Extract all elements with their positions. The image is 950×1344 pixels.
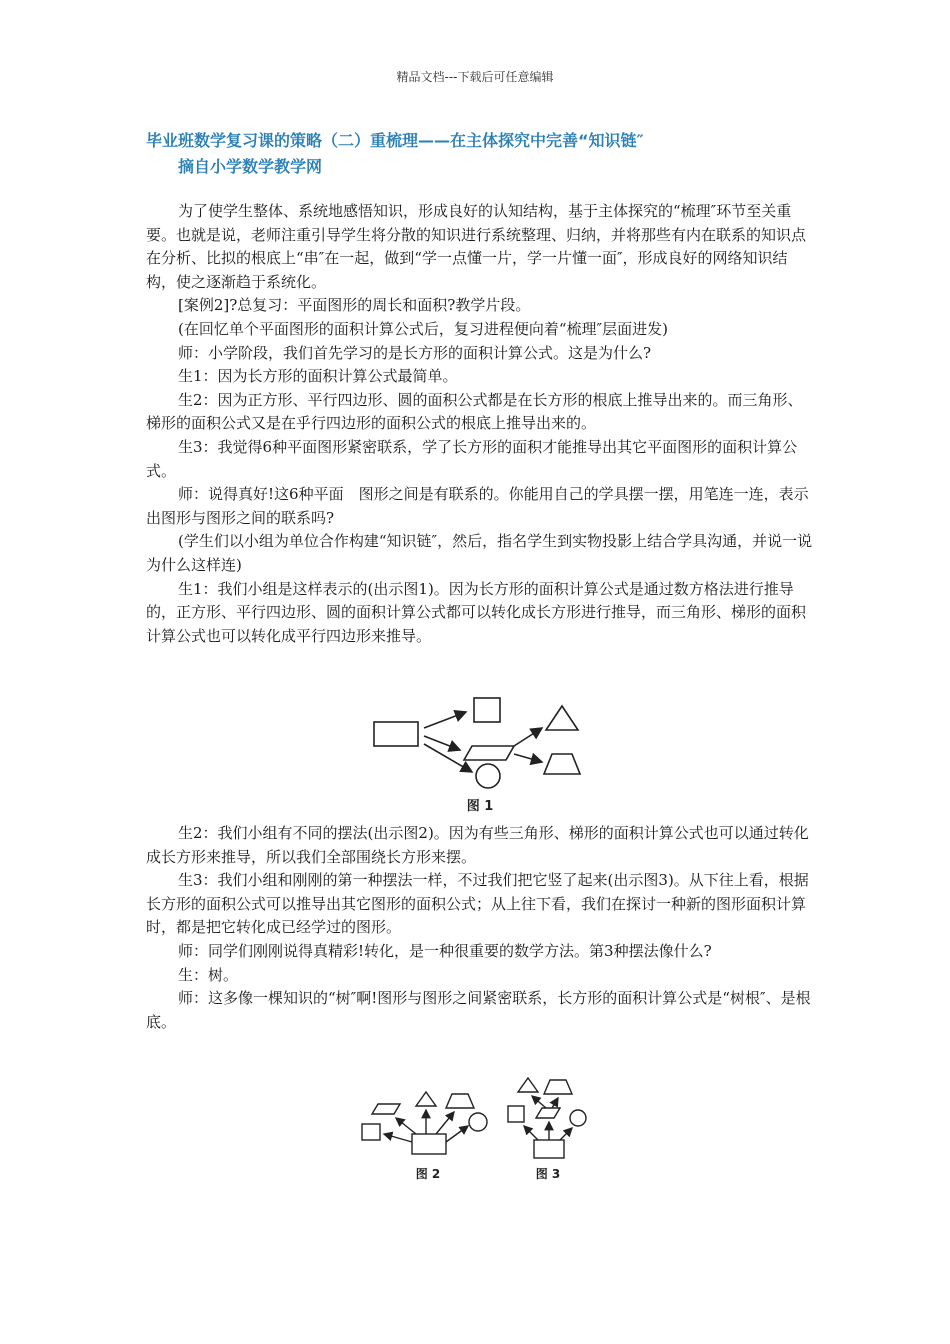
figure-3 <box>500 1070 600 1186</box>
paragraph: 生2：因为正方形、平行四边形、圆的面积公式都是在长方形的根底上推导出来的。而三角形、梯形的面积公式又是在乎行四边形的面积公式的根底上推导出来的。 <box>146 390 803 433</box>
parallelogram-shape <box>372 1104 400 1114</box>
article-body-part-a <box>146 200 814 648</box>
parallelogram-shape <box>536 1108 560 1118</box>
paragraph: 师：同学们刚刚说得真精彩!转化，是一种很重要的数学方法。第3种摆法像什么? <box>178 941 712 960</box>
figure-1-label: 图 1 <box>466 799 494 814</box>
triangle-shape <box>546 706 578 730</box>
paragraph: 生2：我们小组有不同的摆法(出示图2)。因为有些三角形、梯形的面积计算公式也可以通过转化成长方形来推导，所以我们全部围绕长方形来摆。 <box>146 824 809 866</box>
circle-shape <box>469 1113 487 1131</box>
paragraph: 师：这多像一棵知识的“树″啊!图形与图形之间紧密联系，长方形的面积计算公式是“树根″、是根底。 <box>146 989 811 1031</box>
trapezoid-shape <box>446 1094 474 1108</box>
paragraph: (在回忆单个平面图形的面积计算公式后，复习进程便向着“梳理″层面进发) <box>178 319 668 338</box>
paragraph: 生1：因为长方形的面积计算公式最简单。 <box>178 367 458 386</box>
article-title-block <box>146 128 866 180</box>
paragraph: 生：树。 <box>178 965 239 984</box>
article-subtitle: 摘自小学数学教学网 <box>178 157 323 176</box>
paragraph: 师：说得真好!这6种平面 图形之间是有联系的。你能用自己的学具摆一摆，用笔连一连，表示出图形与图形之间的联系吗? <box>146 485 809 527</box>
square-shape <box>362 1124 380 1140</box>
triangle-shape <box>416 1092 436 1106</box>
paragraph: [案例2]?总复习：平面图形的周长和面积?教学片段。 <box>178 296 531 315</box>
circle-shape <box>476 764 500 788</box>
rectangle-shape <box>534 1140 564 1158</box>
figure-2 <box>356 1080 496 1186</box>
paragraph: (学生们以小组为单位合作构建“知识链″，然后，指名学生到实物投影上结合学具沟通，并说一说为什么这样连) <box>146 532 813 574</box>
trapezoid-shape <box>544 1080 572 1094</box>
paragraph: 生3：我们小组和刚刚的第一种摆法一样，不过我们把它竖了起来(出示图3)。从下往上看，根据长方形的面积公式可以推导出其它图形的面积公式；从上往下看，我们在探讨一种新的图形面积计算时，都是把它转化成已经学过的图形。 <box>146 871 809 937</box>
figure-1 <box>362 690 598 818</box>
paragraph: 生1：我们小组是这样表示的(出示图1)。因为长方形的面积计算公式是通过数方格法进行推导的，正方形、平行四边形、圆的面积计算公式都可以转化成长方形进行推导，而三角形、梯形的面积计算公式也可以转化成平行四边形来推导。 <box>146 579 807 645</box>
square-shape <box>508 1106 524 1122</box>
square-shape <box>474 698 500 722</box>
trapezoid-shape <box>544 754 580 774</box>
article-body-part-b <box>146 822 814 1034</box>
rectangle-shape <box>374 722 418 746</box>
paragraph: 为了使学生整体、系统地感悟知识，形成良好的认知结构，基于主体探究的“梳理″环节至关重要。也就是说，老师注重引导学生将分散的知识进行系统整理、归纳，并将那些有内在联系的知识点在分析、比拟的根底上“串″在一起，做到“学一点懂一片，学一片懂一面″，形成良好的网络知识结构，使之逐渐趋于系统化。 <box>146 202 807 291</box>
figure-3-label: 图 3 <box>535 1167 561 1181</box>
paragraph: 师：小学阶段，我们首先学习的是长方形的面积计算公式。这是为什么? <box>178 343 652 362</box>
paragraph: 生3：我觉得6种平面图形紧密联系，学了长方形的面积才能推导出其它平面图形的面积计算公式。 <box>146 437 798 480</box>
figure-2-label: 图 2 <box>415 1167 441 1181</box>
page-header: 精品文档---下载后可任意编辑 <box>396 70 554 84</box>
parallelogram-shape <box>464 746 514 760</box>
triangle-shape <box>518 1078 538 1092</box>
article-title: 毕业班数学复习课的策略（二）重梳理——在主体探究中完善“知识链″ <box>146 131 644 150</box>
circle-shape <box>570 1110 586 1126</box>
rectangle-shape <box>412 1134 446 1154</box>
